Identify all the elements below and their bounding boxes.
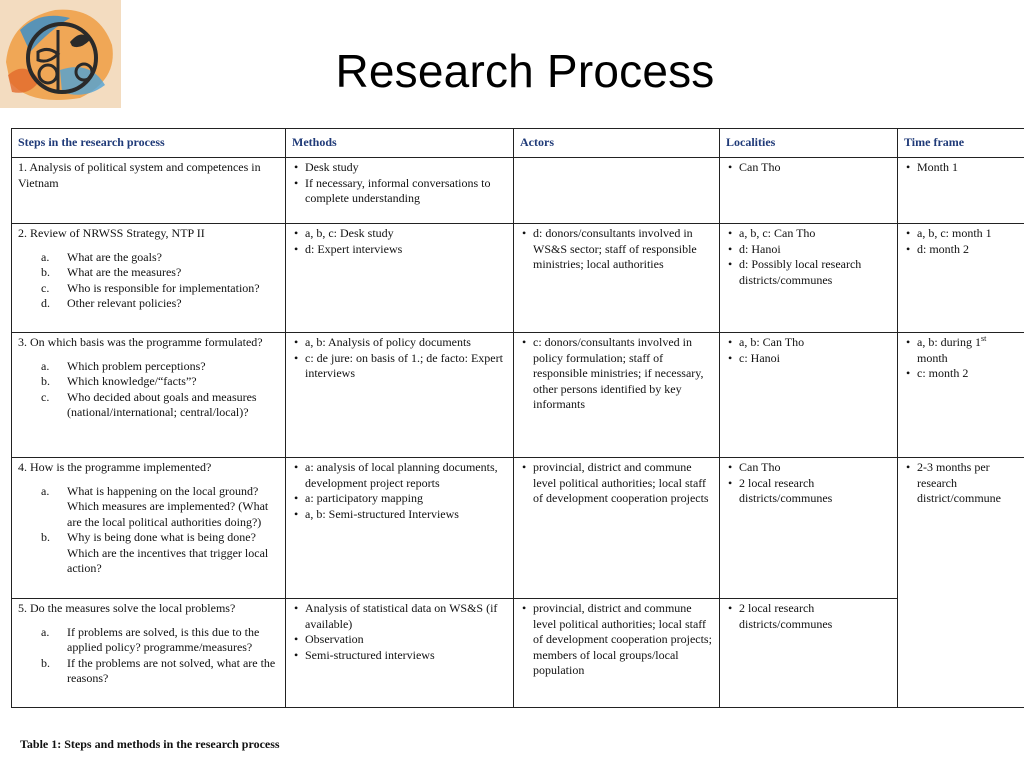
step-text: 5. Do the measures solve the local problems? xyxy=(18,601,236,615)
list-item: • a, b: Semi-structured Interviews xyxy=(305,507,508,523)
localities-cell xyxy=(720,333,898,458)
sub-question: b. What are the measures? xyxy=(41,265,182,279)
list-item: • provincial, district and commune level political authorities; local staff of development cooperation projects; members of local groups/local population xyxy=(533,601,714,679)
header-methods: Methods xyxy=(286,129,514,158)
header-localities: Localities xyxy=(720,129,898,158)
methods-cell xyxy=(286,599,514,708)
list-item: • Semi-structured interviews xyxy=(305,648,508,664)
list-item: • 2 local research districts/communes xyxy=(739,476,892,507)
list-item: • a, b, c: month 1 xyxy=(917,226,1019,242)
actors-cell xyxy=(514,599,720,708)
header-actors: Actors xyxy=(514,129,720,158)
actors-cell xyxy=(514,458,720,599)
sub-question: b. If the problems are not solved, what are the reasons? xyxy=(41,655,276,685)
list-item: • Analysis of statistical data on WS&S (if available) xyxy=(305,601,508,632)
header-steps: Steps in the research process xyxy=(12,129,286,158)
table-caption: Table 1: Steps and methods in the research process xyxy=(20,737,280,751)
sub-question: c. Who is responsible for implementation? xyxy=(41,280,260,295)
list-item: • d: Hanoi xyxy=(739,242,892,258)
time-cell xyxy=(898,224,1024,333)
list-item: • d: Expert interviews xyxy=(305,242,508,258)
list-item: • 2 local research districts/communes xyxy=(739,601,892,632)
localities-cell xyxy=(720,458,898,599)
table-row xyxy=(12,333,1024,458)
step-text: 1. Analysis of political system and competences in Vietnam xyxy=(18,160,261,190)
step-cell xyxy=(12,599,286,708)
list-item: • Can Tho xyxy=(739,160,892,176)
list-item: • 2-3 months per research district/commune xyxy=(917,460,1019,507)
actors-cell xyxy=(514,158,720,224)
list-item: • a, b: Analysis of policy documents xyxy=(305,335,508,351)
list-item: • c: de jure: on basis of 1.; de facto: Expert interviews xyxy=(305,351,508,382)
list-item: • If necessary, informal conversations to complete understanding xyxy=(305,176,508,207)
list-item: • a, b: during 1st month xyxy=(917,335,1019,366)
list-item: • a, b, c: Desk study xyxy=(305,226,508,242)
research-table xyxy=(11,128,1024,708)
table-row xyxy=(12,224,1024,333)
list-item: • d: Possibly local research districts/communes xyxy=(739,257,892,288)
sub-question: a. Which problem perceptions? xyxy=(41,358,206,373)
table-row xyxy=(12,458,1024,599)
methods-cell xyxy=(286,158,514,224)
sub-question: d. Other relevant policies? xyxy=(41,296,182,310)
list-item: • a, b, c: Can Tho xyxy=(739,226,892,242)
header-time-frame: Time frame xyxy=(898,129,1024,158)
table-row xyxy=(12,158,1024,224)
sub-question: a. What are the goals? xyxy=(41,249,162,264)
list-item: • Can Tho xyxy=(739,460,892,476)
slide-title: Research Process xyxy=(335,45,715,97)
actors-cell xyxy=(514,224,720,333)
sub-question: a. If problems are solved, is this due to the applied policy? programme/measures? xyxy=(41,624,260,654)
list-item: • Observation xyxy=(305,632,508,648)
actors-cell xyxy=(514,333,720,458)
list-item: • a: participatory mapping xyxy=(305,491,508,507)
step-text: 2. Review of NRWSS Strategy, NTP II xyxy=(18,226,205,240)
list-item: • c: donors/consultants involved in policy formulation; staff of responsible ministries; if necessary, other persons identified by key informants xyxy=(533,335,714,413)
list-item: • a: analysis of local planning documents, development project reports xyxy=(305,460,508,491)
list-item: • c: month 2 xyxy=(917,366,1019,382)
step-cell xyxy=(12,458,286,599)
table-row xyxy=(12,599,1024,708)
sub-question: b. Why is being done what is being done? Which are the incentives that trigger local action? xyxy=(41,530,269,575)
step-cell xyxy=(12,333,286,458)
localities-cell xyxy=(720,158,898,224)
step-text: 4. How is the programme implemented? xyxy=(18,460,212,474)
methods-cell xyxy=(286,224,514,333)
list-item: • a, b: Can Tho xyxy=(739,335,892,351)
sub-question: c. Who decided about goals and measures (national/international; central/local)? xyxy=(41,389,257,419)
list-item: • d: donors/consultants involved in WS&S sector; staff of responsible ministries; local authorities xyxy=(533,226,714,273)
list-item: • d: month 2 xyxy=(917,242,1019,258)
sub-question: b. Which knowledge/“facts”? xyxy=(41,374,197,388)
table-header-row xyxy=(12,129,1024,158)
step-cell xyxy=(12,158,286,224)
list-item: • Month 1 xyxy=(917,160,1019,176)
methods-cell xyxy=(286,458,514,599)
step-cell xyxy=(12,224,286,333)
methods-cell xyxy=(286,333,514,458)
time-cell xyxy=(898,458,1024,708)
sub-question: a. What is happening on the local ground? Which measures are implemented? (What are the local political authorities doing?) xyxy=(41,483,269,529)
list-item: • c: Hanoi xyxy=(739,351,892,367)
step-text: 3. On which basis was the programme formulated? xyxy=(18,335,263,349)
localities-cell xyxy=(720,599,898,708)
localities-cell xyxy=(720,224,898,333)
time-cell xyxy=(898,158,1024,224)
list-item: • provincial, district and commune level political authorities; local staff of development cooperation projects xyxy=(533,460,714,507)
list-item: • Desk study xyxy=(305,160,508,176)
time-cell xyxy=(898,333,1024,458)
